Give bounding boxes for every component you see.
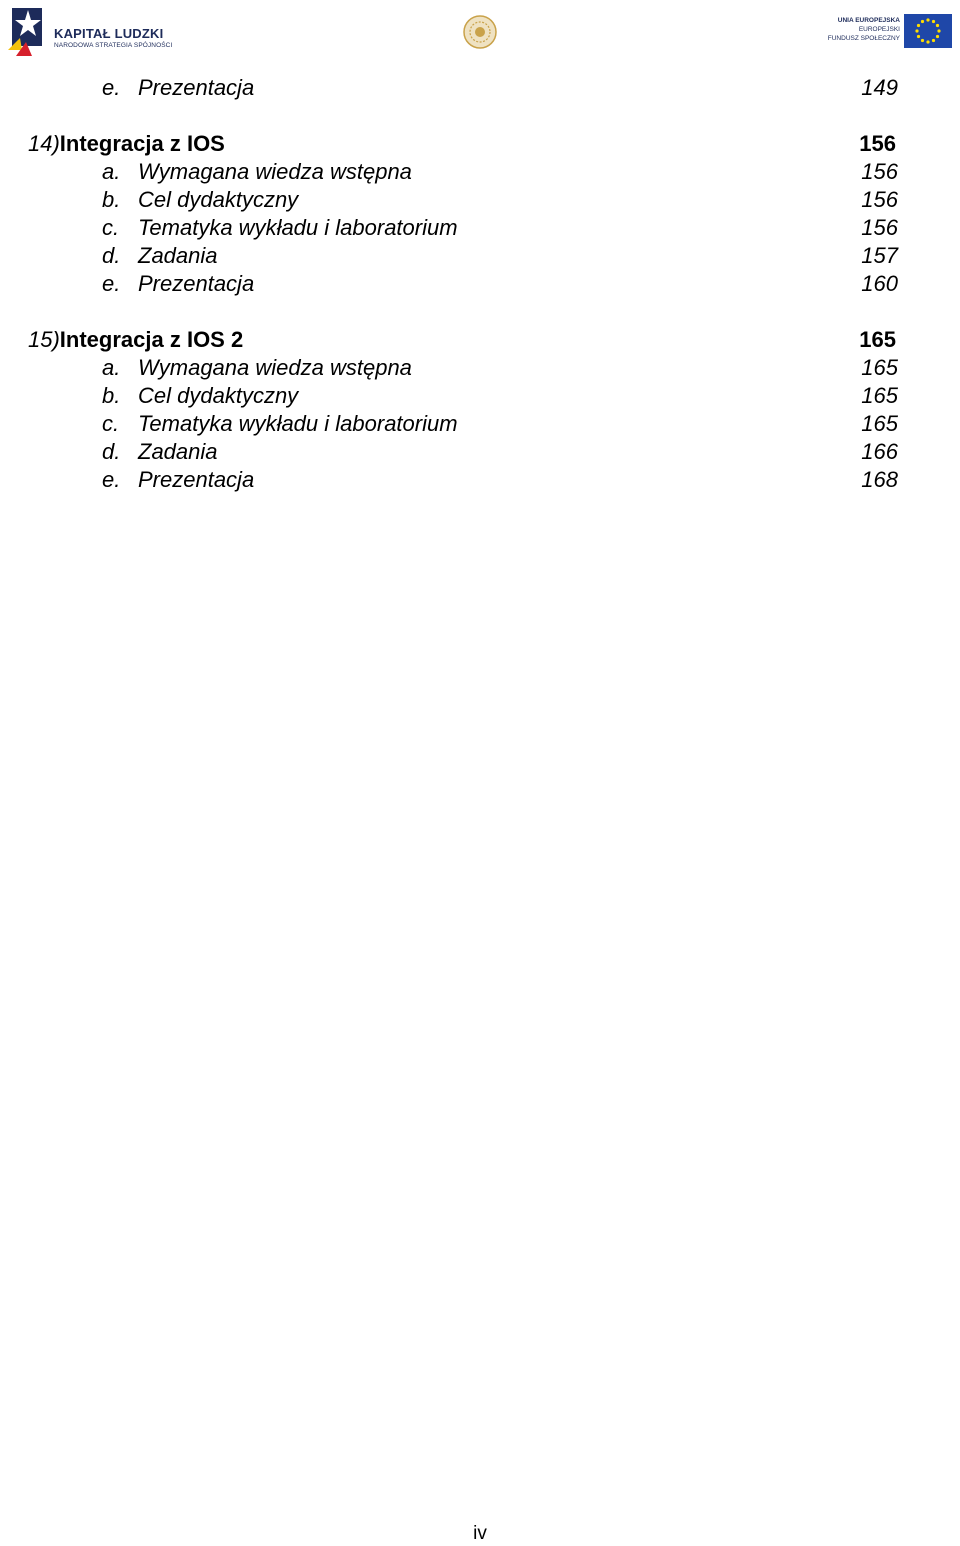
- kapital-ludzki-star-icon: [6, 6, 50, 58]
- toc-entry-label: Tematyka wykładu i laboratorium: [138, 411, 458, 436]
- toc-chapter-page: 156: [859, 131, 896, 156]
- toc-entry[interactable]: [102, 410, 898, 438]
- page-number: iv: [473, 1523, 487, 1544]
- toc-entry-page: 149: [861, 75, 898, 100]
- toc-entry-label: Prezentacja: [138, 467, 255, 492]
- kapital-ludzki-logo: [6, 6, 173, 58]
- toc-entry-page: 157: [861, 243, 898, 268]
- kapital-ludzki-subtitle: NARODOWA STRATEGIA SPÓJNOŚCI: [54, 42, 173, 49]
- toc-entry[interactable]: [102, 270, 898, 298]
- toc-chapter-15[interactable]: [28, 326, 896, 354]
- sun-emblem-icon: [462, 14, 498, 50]
- toc-entry-page: 165: [861, 355, 898, 380]
- toc-entry-page: 165: [861, 411, 898, 436]
- eu-logo-line1: UNIA EUROPEJSKA: [837, 17, 900, 24]
- toc-entry-letter: b.: [102, 187, 121, 212]
- toc-entry-label: Zadania: [138, 439, 218, 464]
- toc-entry[interactable]: [102, 382, 898, 410]
- toc-entry-letter: a.: [102, 355, 121, 380]
- eu-logo-line2: EUROPEJSKI: [858, 26, 900, 33]
- toc-chapter-title: Integracja z IOS: [59, 131, 225, 156]
- toc-entry-page: 165: [861, 383, 898, 408]
- toc-entry-page: 156: [861, 159, 898, 184]
- toc-entry-letter: d.: [102, 439, 121, 464]
- toc-entry[interactable]: [102, 74, 898, 102]
- toc-entry-letter: b.: [102, 383, 121, 408]
- eu-logo-line3: FUNDUSZ SPOŁECZNY: [827, 35, 900, 42]
- toc-entry-label: Cel dydaktyczny: [138, 383, 299, 408]
- toc-entry-letter: a.: [102, 159, 121, 184]
- toc-chapter-number: 15): [28, 327, 60, 352]
- toc-entry-page: 166: [861, 439, 898, 464]
- toc-entry-label: Zadania: [138, 243, 218, 268]
- toc-chapter-number: 14): [28, 131, 60, 156]
- toc-entry[interactable]: [102, 438, 898, 466]
- toc-entry-label: Tematyka wykładu i laboratorium: [138, 215, 458, 240]
- toc-entry-page: 156: [861, 215, 898, 240]
- kapital-ludzki-name: KAPITAŁ LUDZKI: [54, 26, 164, 41]
- toc-entry-letter: e.: [102, 271, 121, 296]
- eu-logo: [826, 14, 954, 50]
- toc-entry[interactable]: [102, 186, 898, 214]
- toc-entry[interactable]: [102, 242, 898, 270]
- toc-entry-letter: c.: [102, 411, 120, 436]
- toc-entry-label: Prezentacja: [138, 75, 255, 100]
- toc-chapter-title: Integracja z IOS 2: [59, 327, 244, 352]
- toc-entry[interactable]: [102, 466, 898, 494]
- toc-entry-page: 160: [861, 271, 898, 296]
- toc-entry-letter: d.: [102, 243, 121, 268]
- toc-chapter-page: 165: [859, 327, 896, 352]
- toc-entry[interactable]: [102, 214, 898, 242]
- toc-entry-label: Wymagana wiedza wstępna: [138, 355, 412, 380]
- eu-logo-text: [826, 16, 900, 43]
- toc-entry-letter: e.: [102, 75, 121, 100]
- toc-entry-letter: e.: [102, 467, 121, 492]
- eu-flag-icon: [904, 14, 952, 48]
- toc-entry-label: Wymagana wiedza wstępna: [138, 159, 412, 184]
- toc-entry-page: 168: [861, 467, 898, 492]
- toc-entry-label: Prezentacja: [138, 271, 255, 296]
- toc-entry-page: 156: [861, 187, 898, 212]
- emblem-logo: [462, 14, 498, 50]
- toc-entry[interactable]: [102, 354, 898, 382]
- toc-entry[interactable]: [102, 158, 898, 186]
- toc-entry-letter: c.: [102, 215, 120, 240]
- toc-entry-label: Cel dydaktyczny: [138, 187, 299, 212]
- toc-chapter-14[interactable]: [28, 130, 896, 158]
